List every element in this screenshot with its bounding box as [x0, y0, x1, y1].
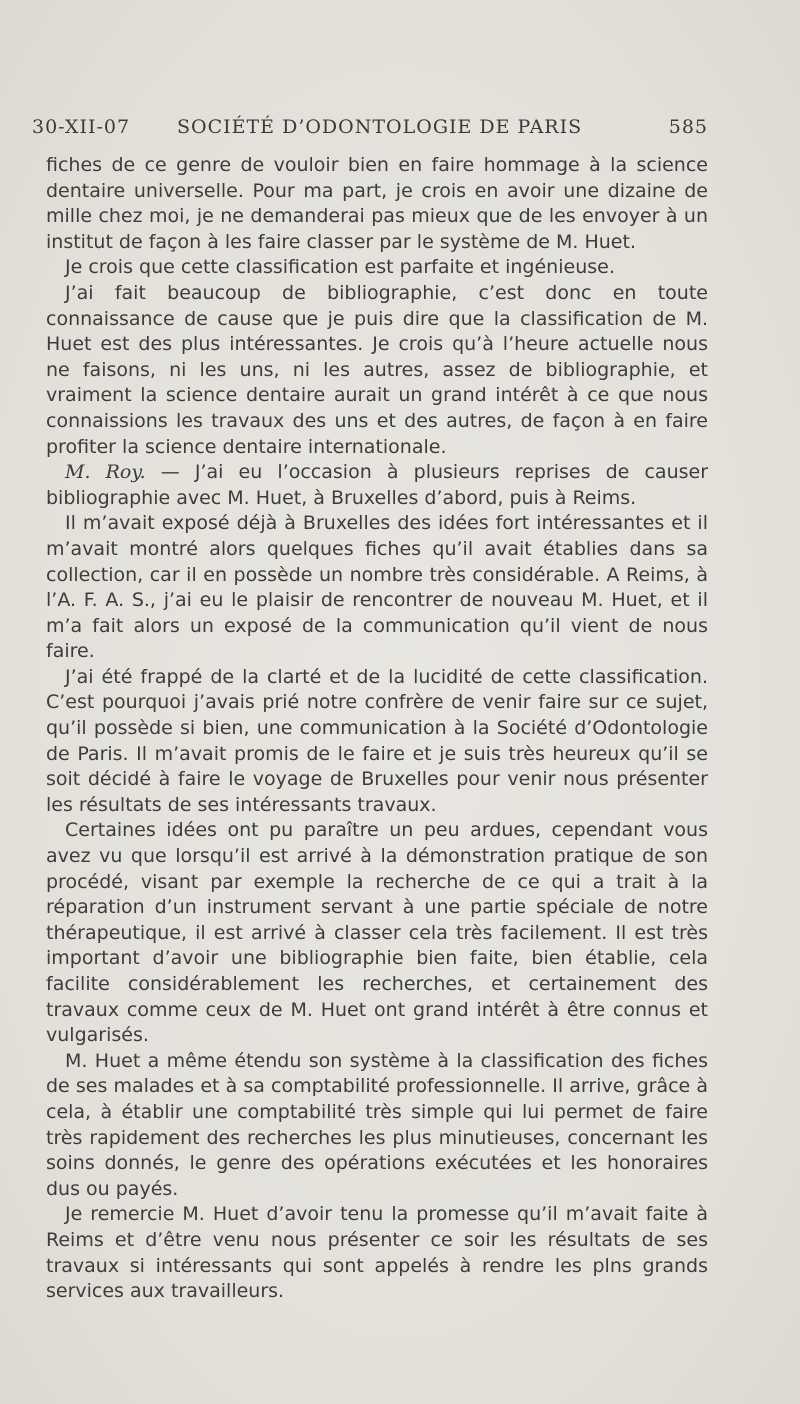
paragraph-text: J’ai fait beaucoup de bibliographie, c’est donc en toute connaissance de cause que je puis dire que la classification de M. Huet est des plus intéressantes. Je crois qu’à l’heure actuelle nous ne faisons, ni les uns, ni les autres, assez de bibliographie, et vraiment la science dentaire aurait un grand intérêt à ce que nous connaissions les travaux des uns et des autres, de façon à en faire profiter la science dentaire internationale. — [46, 281, 708, 458]
speaker-name: M. Roy. — [65, 461, 146, 484]
paragraph-text: Certaines idées ont pu paraître un peu ardues, cependant vous avez vu que lorsqu’il est arrivé à la démonstration pratique de son procédé, visant par exemple la recherche de ce qui a trait à la réparation d’un instrument servant à une partie spéciale de notre thérapeutique, il est arrivé à classer cela très facilement. Il est très important d’avoir une bibliographie bien faite, bien établie, cela facilite considérablement les recherches, et certainement des travaux comme ceux de M. Huet ont grand intérêt à être connus et vulgarisés. — [46, 819, 708, 1047]
paragraph-text: Il m’avait exposé déjà à Bruxelles des idées fort intéressantes et il m’avait montré alors quelques fiches qu’il avait établies dans sa collection, car il en possède un nombre très considérable. A Reims, à l’A. F. A. S., j’ai eu le plaisir de rencontrer de nouveau M. Huet, et il m’a fait alors un exposé de la communication qu’il vient de nous faire. — [46, 512, 708, 663]
page-number: 585 — [668, 116, 708, 138]
paragraph — [46, 818, 708, 1048]
paragraph — [46, 665, 708, 819]
paragraph-text: fiches de ce genre de vouloir bien en faire hommage à la science dentaire universelle. Pour ma part, je crois en avoir une dizaine de mille chez moi, je ne demanderai pas mieux que de les envoyer à un institut de façon à les faire classer par le système de M. Huet. — [46, 154, 708, 253]
paragraph-text: — J’ai eu l’occasion à plusieurs reprises de causer bibliographie avec M. Huet, à Bruxelles d’abord, puis à Reims. — [46, 461, 709, 509]
paragraph-text: Je crois que cette classification est parfaite et ingénieuse. — [65, 256, 615, 279]
paragraph — [46, 511, 708, 665]
paragraph — [46, 255, 708, 281]
paragraph — [46, 1202, 708, 1304]
paragraph — [46, 153, 708, 255]
paragraph — [46, 1049, 708, 1203]
paragraph-text: Je remercie M. Huet d’avoir tenu la promesse qu’il m’avait faite à Reims et d’être venu nous présenter ce soir les résultats de ses travaux si intéressants qui sont appelés à rendre les plns grands services aux travailleurs. — [46, 1203, 708, 1303]
paragraph-text: M. Huet a même étendu son système à la classification des fiches de ses malades et à sa comptabilité professionnelle. Il arrive, grâce à cela, à établir une comptabilité très simple qui lui permet de faire très rapidement des recherches les plus minutieuses, concernant les soins donnés, le genre des opérations exécutées et les honoraires dus ou payés. — [46, 1049, 708, 1200]
body-text — [46, 153, 708, 1305]
header-date: 30-XII-07 — [32, 116, 131, 138]
paragraph-text: J’ai été frappé de la clarté et de la lucidité de cette classification. C’est pourquoi j’avais prié notre confrère de venir faire sur ce sujet, qu’il possède si bien, une communication à la Société d’Odontologie de Paris. Il m’avait promis de le faire et je suis très heureux qu’il se soit décidé à faire le voyage de Bruxelles pour venir nous présenter les résultats de ses intéressants travaux. — [46, 665, 708, 816]
header-title: SOCIÉTÉ D’ODONTOLOGIE DE PARIS — [177, 116, 583, 138]
paragraph — [46, 281, 708, 460]
paragraph — [46, 460, 708, 511]
running-header — [32, 116, 708, 146]
